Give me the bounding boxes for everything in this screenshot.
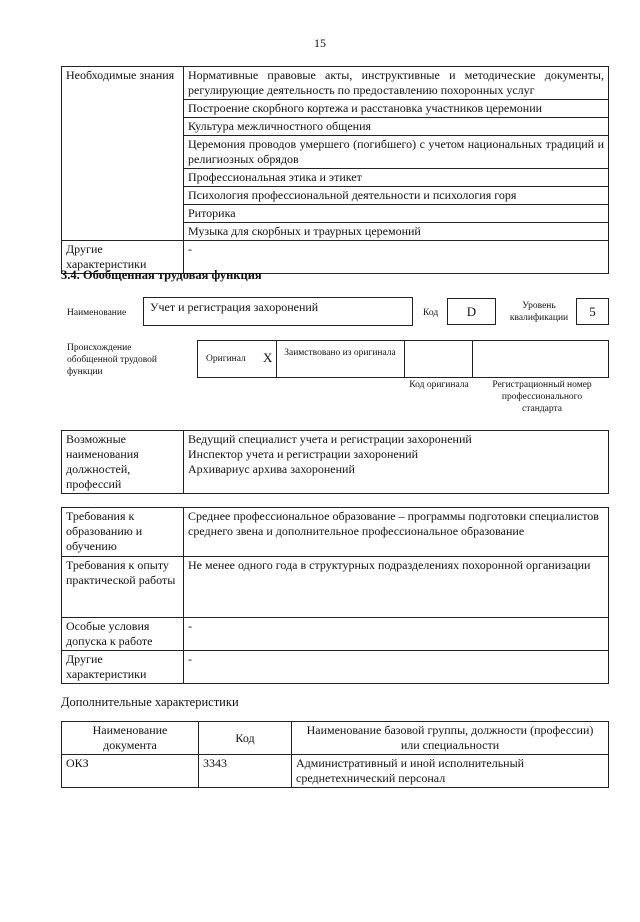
knowledge-item: Музыка для скорбных и траурных церемоний [184,223,609,241]
additional-title: Дополнительные характеристики [61,695,239,709]
row-document: ОКЗ [62,755,199,788]
position-item: Архивариус архива захоронений [188,462,355,476]
original-label: Оригинал [206,354,246,364]
positions-label: Возможные наименования должностей, профессий [62,431,184,494]
requirement-label: Особые условия допуска к работе [62,618,184,651]
header-document: Наименование документа [62,722,199,755]
divider [472,341,473,377]
knowledge-item: Профессиональная этика и этикет [184,169,609,187]
other-characteristics-label: Другие характеристики [62,241,184,274]
position-item: Ведущий специалист учета и регистрации захоронений [188,432,472,446]
knowledge-item: Нормативные правовые акты, инструктивные и методические документы, регулирующие деятельность по предоставлению похоронных услуг [184,67,609,100]
page-number: 15 [314,36,326,50]
requirement-value: - [184,618,609,651]
additional-table [61,721,609,788]
section-heading: 3.4. Обобщенная трудовая функция [61,268,262,282]
name-box [143,297,413,326]
knowledge-item: Культура межличностного общения [184,118,609,136]
row-group-name: Административный и иной исполнительный среднетехнический персонал [292,755,609,788]
origin-box [197,340,609,378]
header-code: Код [199,722,292,755]
requirements-table [61,507,609,684]
requirement-label: Требования к образованию и обучению [62,508,184,557]
other-characteristics-value: - [184,241,609,274]
requirement-value: - [184,651,609,684]
knowledge-table [61,66,609,274]
code-value: D [447,298,496,325]
level-label: Уровень квалификации [509,301,569,323]
name-label: Наименование [67,308,127,318]
requirement-value: Среднее профессиональное образование – программы подготовки специалистов среднего звена и дополнительное профессиональное образование [184,508,609,557]
borrowed-label: Заимствовано из оригинала [284,348,396,358]
code-original-caption: Код оригинала [409,380,469,390]
name-value: Учет и регистрация захоронений [150,300,319,314]
knowledge-label: Необходимые знания [62,67,184,241]
divider [404,341,405,377]
knowledge-item: Психология профессиональной деятельности и психология горя [184,187,609,205]
knowledge-item: Риторика [184,205,609,223]
requirement-label: Другие характеристики [62,651,184,684]
code-label: Код [423,308,439,318]
requirement-label: Требования к опыту практической работы [62,557,184,618]
origin-label: Происхождение обобщенной трудовой функции [67,343,157,377]
requirement-value: Не менее одного года в структурных подразделениях похоронной организации [184,557,609,618]
original-mark: X [263,350,273,365]
knowledge-item: Построение скорбного кортежа и расстановка участников церемонии [184,100,609,118]
row-code: 3343 [199,755,292,788]
divider [276,341,277,377]
header-group-name: Наименование базовой группы, должности (профессии) или специальности [292,722,609,755]
reg-number-caption: Регистрационный номер профессионального стандарта [492,380,592,414]
position-item: Инспектор учета и регистрации захоронений [188,447,419,461]
positions-table [61,430,609,494]
knowledge-item: Церемония проводов умершего (погибшего) с учетом национальных традиций и религиозных обрядов [184,136,609,169]
level-value: 5 [576,298,609,325]
positions-list [184,431,609,494]
